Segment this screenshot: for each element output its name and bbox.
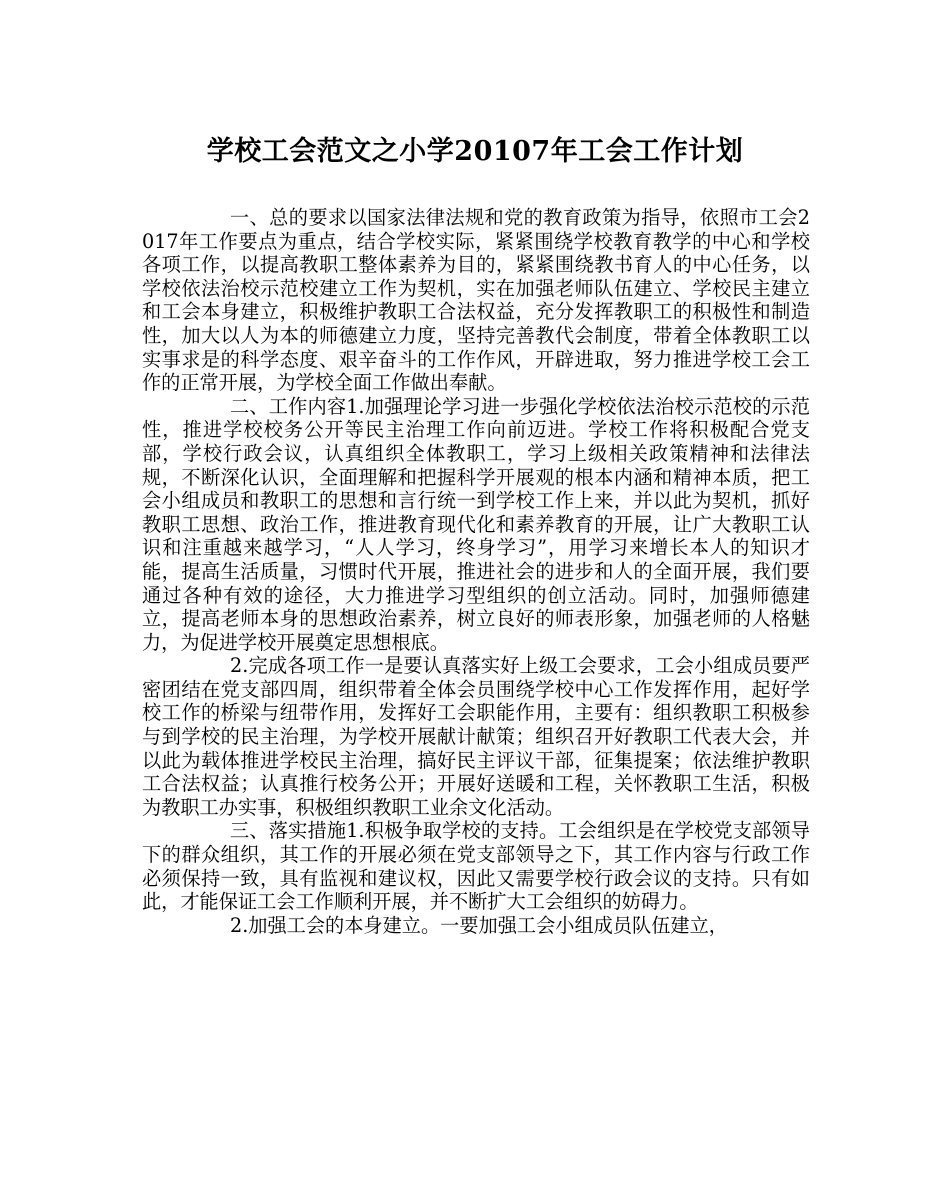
document-title: 学校工会范文之小学20107年工会工作计划 <box>206 136 744 167</box>
paragraph-general-requirements: 一、总的要求以国家法律法规和党的教育政策为指导，依照市工会2017年工作要点为重点，结合学校实际，紧紧围绕学校教育教学的中心和学校各项工作，以提高教职工整体素养为目的，紧紧围绕教书育人的中心任务，以学校依法治校示范校建立工作为契机，实在加强老师队伍建立、学校民主建立和工会本身建立，积极维护教职工合法权益，充分发挥教职工的积极性和制造性，加大以人为本的师德建立力度，坚持完善教代会制度，带着全体教职工以实事求是的科学态度、艰辛奋斗的工作作风，开辟进取，努力推进学校工会工作的正常开展，为学校全面工作做出奉献。 <box>142 206 810 395</box>
paragraph-work-content: 二、工作内容1.加强理论学习进一步强化学校依法治校示范校的示范性，推进学校校务公开等民主治理工作向前迈进。学校工作将积极配合党支部，学校行政会议，认真组织全体教职工，学习上级相关政策精神和法律法规，不断深化认识，全面理解和把握科学开展观的根本内涵和精神本质，把工会小组成员和教职工的思想和言行统一到学校工作上来，并以此为契机，抓好教职工思想、政治工作，推进教育现代化和素养教育的开展，让广大教职工认识和注重越来越学习，“人人学习，终身学习”，用学习来增长本人的知识才能，提高生活质量，习惯时代开展，推进社会的进步和人的全面开展，我们要通过各种有效的途径，大力推进学习型组织的创立活动。同时，加强师德建立，提高老师本身的思想政治素养，树立良好的师表形象，加强老师的人格魅力，为促进学校开展奠定思想根底。 <box>142 394 810 654</box>
paragraph-self-construction: 2.加强工会的本身建立。一要加强工会小组成员队伍建立， <box>230 913 728 937</box>
paragraph-complete-tasks: 2.完成各项工作一是要认真落实好上级工会要求，工会小组成员要严密团结在党支部四周，组织带着全体会员围绕学校中心工作发挥作用，起好学校工作的桥梁与纽带作用，发挥好工会职能作用，主要有：组织教职工积极参与到学校的民主治理，为学校开展献计献策；组织召开好教职工代表大会，并以此为载体推进学校民主治理，搞好民主评议干部，征集提案；依法维护教职工合法权益；认真推行校务公开；开展好送暖和工程，关怀教职工生活，积极为教职工办实事，积极组织教职工业余文化活动。 <box>142 654 810 819</box>
paragraph-implementation-measures: 三、落实措施1.积极争取学校的支持。工会组织是在学校党支部领导下的群众组织，其工作的开展必须在党支部领导之下，其工作内容与行政工作必须保持一致，具有监视和建议权，因此又需要学校行政会议的支持。只有如此，才能保证工会工作顺利开展，并不断扩大工会组织的妨碍力。 <box>142 819 810 914</box>
document-body <box>142 206 810 937</box>
